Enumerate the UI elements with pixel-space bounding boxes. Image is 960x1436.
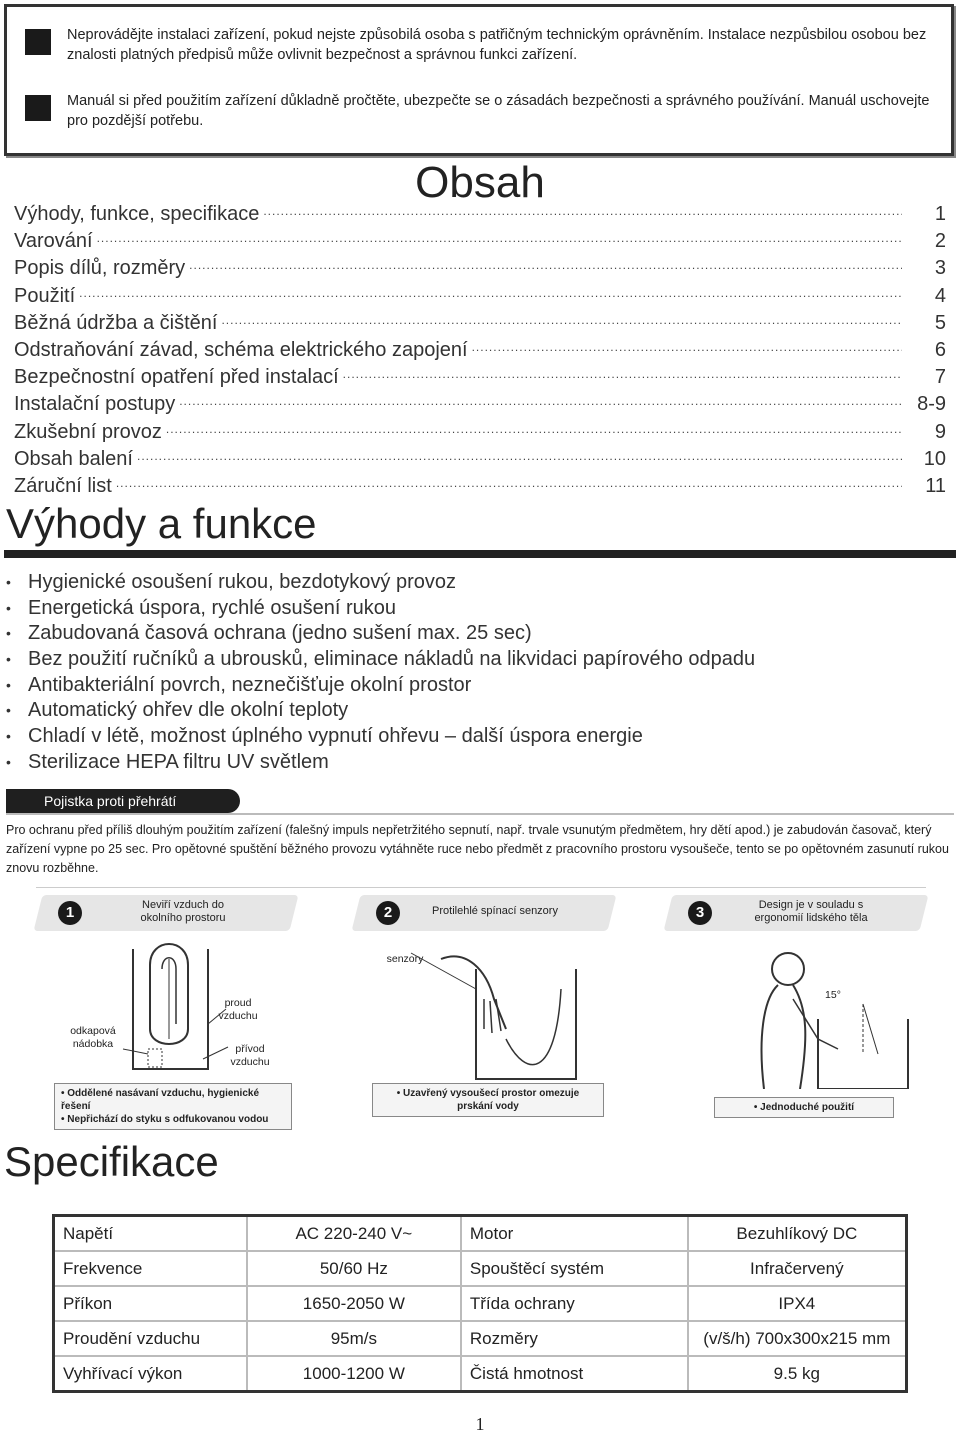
- panel-number-badge: 3: [688, 901, 712, 925]
- toc-entry-label: Popis dílů, rozměry: [14, 257, 186, 280]
- toc-entry-page: 10: [923, 447, 946, 470]
- toc-leader-dots: [137, 445, 902, 465]
- panel-title: Protilehlé spínací senzory: [432, 905, 558, 917]
- panel-number-badge: 2: [376, 901, 400, 925]
- label-sensors: senzory: [386, 953, 424, 965]
- toc-entry-label: Výhody, funkce, specifikace: [14, 203, 260, 225]
- toc-entry: [14, 418, 946, 445]
- warning-item: [25, 25, 933, 65]
- table-of-contents: [14, 200, 946, 499]
- toc-entry-label: Varování: [14, 230, 93, 253]
- toc-entry: [14, 363, 946, 390]
- feature-item: • Automatický ohřev dle okolní teploty: [6, 698, 946, 724]
- spec-row: [54, 1251, 907, 1286]
- toc-title: Obsah: [415, 158, 545, 207]
- toc-leader-dots: [343, 363, 902, 383]
- toc-entry-page: 1: [934, 203, 946, 225]
- panel-notes: [54, 1083, 292, 1130]
- spec-value: 9.5 kg: [773, 1363, 820, 1383]
- panel-note: • Oddělené nasávaní vzduchu, hygienické řešení: [61, 1088, 260, 1112]
- toc-entry: [14, 390, 946, 417]
- panel-note: • Uzavřený vysoušecí prostor omezuje prskání vody: [396, 1088, 580, 1112]
- feature-item: • Zabudovaná časová ochrana (jedno sušení max. 25 sec): [6, 621, 946, 647]
- toc-entry: [14, 254, 946, 281]
- spec-value: 1650-2050 W: [247, 1286, 461, 1321]
- spec-value: 1000-1200 W: [247, 1356, 461, 1392]
- toc-entry-page: 11: [925, 474, 946, 497]
- spec-label: Frekvence: [54, 1251, 247, 1286]
- spec-label: Spouštěcí systém: [461, 1251, 688, 1286]
- toc-entry-page: 5: [934, 311, 946, 334]
- toc-entry-page: 2: [934, 230, 946, 253]
- toc-entry-page: 8-9: [917, 393, 946, 416]
- warning-text: Manuál si před použitím zařízení důkladně pročtěte, ubezpečte se o zásadách bezpečnosti a správného používání. Manuál uschovejte pro pozdější potřebu.: [67, 93, 930, 129]
- toc-entry-label: Odstraňování závad, schéma elektrického zapojení: [14, 338, 468, 361]
- panel-title: Neviří vzduch do okolního prostoru: [140, 899, 226, 924]
- spec-label: Příkon: [54, 1286, 247, 1321]
- protection-rule: [6, 813, 954, 815]
- square-bullet-icon: [25, 95, 51, 121]
- label-tilt-angle: 15°: [825, 989, 841, 1001]
- section-rule: [4, 550, 956, 558]
- toc-entry: [14, 309, 946, 336]
- spec-value: IPX4: [688, 1286, 907, 1321]
- spec-label: Motor: [461, 1216, 688, 1252]
- toc-leader-dots: [166, 418, 902, 438]
- toc-leader-dots: [472, 336, 902, 356]
- warning-item: [25, 91, 933, 131]
- toc-leader-dots: [221, 309, 902, 329]
- spec-row: [54, 1321, 907, 1356]
- spec-label: Rozměry: [461, 1321, 688, 1356]
- toc-leader-dots: [116, 472, 902, 492]
- feature-item: • Energetická úspora, rychlé osušení rukou: [6, 596, 946, 622]
- panel-number-badge: 1: [58, 901, 82, 925]
- toc-leader-dots: [263, 200, 902, 220]
- spec-value: 95m/s: [247, 1321, 461, 1356]
- warning-text: Neprovádějte instalaci zařízení, pokud nejste způsobilá osoba s patřičným technickým oprávněním. Instalace nezpůsbilou osobou bez znalosti platných předpisů může ovlivnit bezpečnost a správnou funkci zařízení.: [67, 27, 927, 63]
- toc-entry-page: 4: [934, 284, 946, 307]
- toc-entry-label: Běžná údržba a čištění: [14, 311, 218, 334]
- spec-title: Specifikace: [4, 1138, 219, 1185]
- toc-leader-dots: [189, 254, 902, 274]
- toc-entry-page: 6: [934, 338, 946, 361]
- toc-entry-label: Instalační postupy: [14, 393, 176, 416]
- spec-label: Vyhřívací výkon: [54, 1356, 247, 1392]
- feature-panel-1: [38, 893, 298, 1123]
- protection-label: Pojistka proti přehrátí: [6, 789, 240, 813]
- toc-leader-dots: [79, 282, 902, 302]
- spec-row: [54, 1356, 907, 1392]
- protection-text: Pro ochranu před příliš dlouhým použitím zařízení (falešný impuls nepřetržitého sepnutí, např. trvale vsunutým předmětem, hry dětí apod.) je zabudován časovač, který zařízení vypne po 25 sec. Pro opětovné spuštění běžného provozu vytáhněte ruce nebo předmět z pracovního prostoru vysoušeče, tento se po opětovném zasunutí rukou znovu rozběhne.: [6, 823, 949, 875]
- feature-item: • Hygienické osoušení rukou, bezdotykový provoz: [6, 570, 946, 596]
- warning-box: [4, 4, 954, 156]
- toc-entry-label: Bezpečnostní opatření před instalací: [14, 366, 339, 389]
- spec-label: Napětí: [54, 1216, 247, 1252]
- panel-notes: [372, 1083, 604, 1117]
- feature-item: • Bez použití ručníků a ubrousků, eliminace nákladů na likvidaci papírového odpadu: [6, 647, 946, 673]
- label-drip-tray: odkapová nádobka: [70, 1025, 116, 1050]
- toc-entry-page: 7: [934, 366, 946, 389]
- panel-note: • Jednoduché použití: [753, 1102, 855, 1113]
- spec-value: Infračervený: [688, 1251, 907, 1286]
- spec-label: Proudění vzduchu: [54, 1321, 247, 1356]
- toc-entry: [14, 200, 946, 227]
- panel-notes: [714, 1097, 894, 1118]
- spec-value: 50/60 Hz: [247, 1251, 461, 1286]
- spec-label: Čistá hmotnost: [461, 1356, 688, 1392]
- feature-item: • Antibakteriální povrch, neznečišťuje okolní prostor: [6, 673, 946, 699]
- feature-item: • Sterilizace HEPA filtru UV světlem: [6, 750, 946, 776]
- feature-item: • Chladí v létě, možnost úplného vypnutí ohřevu – další úspora energie: [6, 724, 946, 750]
- spec-label: Třída ochrany: [461, 1286, 688, 1321]
- toc-entry-label: Obsah balení: [14, 447, 133, 470]
- panel-title: Design je v souladu s ergonomií lidského těla: [754, 899, 868, 924]
- spec-value: Bezuhlíkový DC: [688, 1216, 907, 1252]
- toc-leader-dots: [179, 390, 902, 410]
- toc-entry: [14, 336, 946, 363]
- square-bullet-icon: [25, 29, 51, 55]
- toc-entry: [14, 472, 946, 499]
- features-title: Výhody a funkce: [6, 500, 317, 547]
- illustration-separator: [36, 887, 926, 888]
- ergonomic-person-diagram: [668, 929, 928, 1089]
- toc-entry: [14, 227, 946, 254]
- features-list: [6, 570, 946, 776]
- spec-row: [54, 1286, 907, 1321]
- toc-entry-page: 3: [934, 257, 946, 280]
- spec-row: [54, 1216, 907, 1252]
- feature-panel-2: [356, 893, 616, 1123]
- spec-value: AC 220-240 V~: [247, 1216, 461, 1252]
- page-number: 1: [475, 1414, 485, 1434]
- panel-note: • Nepřichází do styku s odfukovanou vodou: [61, 1114, 269, 1125]
- toc-entry-label: Záruční list: [14, 474, 112, 497]
- toc-entry: [14, 445, 946, 472]
- toc-entry-label: Zkušební provoz: [14, 420, 162, 443]
- toc-entry-label: Použití: [14, 284, 76, 307]
- toc-entry-page: 9: [934, 420, 946, 443]
- label-air-intake: přívod vzduchu: [230, 1043, 270, 1068]
- spec-table: [52, 1214, 908, 1393]
- spec-value: (v/š/h) 700x300x215 mm: [688, 1321, 907, 1356]
- toc-entry: [14, 282, 946, 309]
- label-air-stream: proud vzduchu: [218, 997, 258, 1022]
- toc-leader-dots: [97, 227, 902, 247]
- feature-panel-3: [668, 893, 928, 1123]
